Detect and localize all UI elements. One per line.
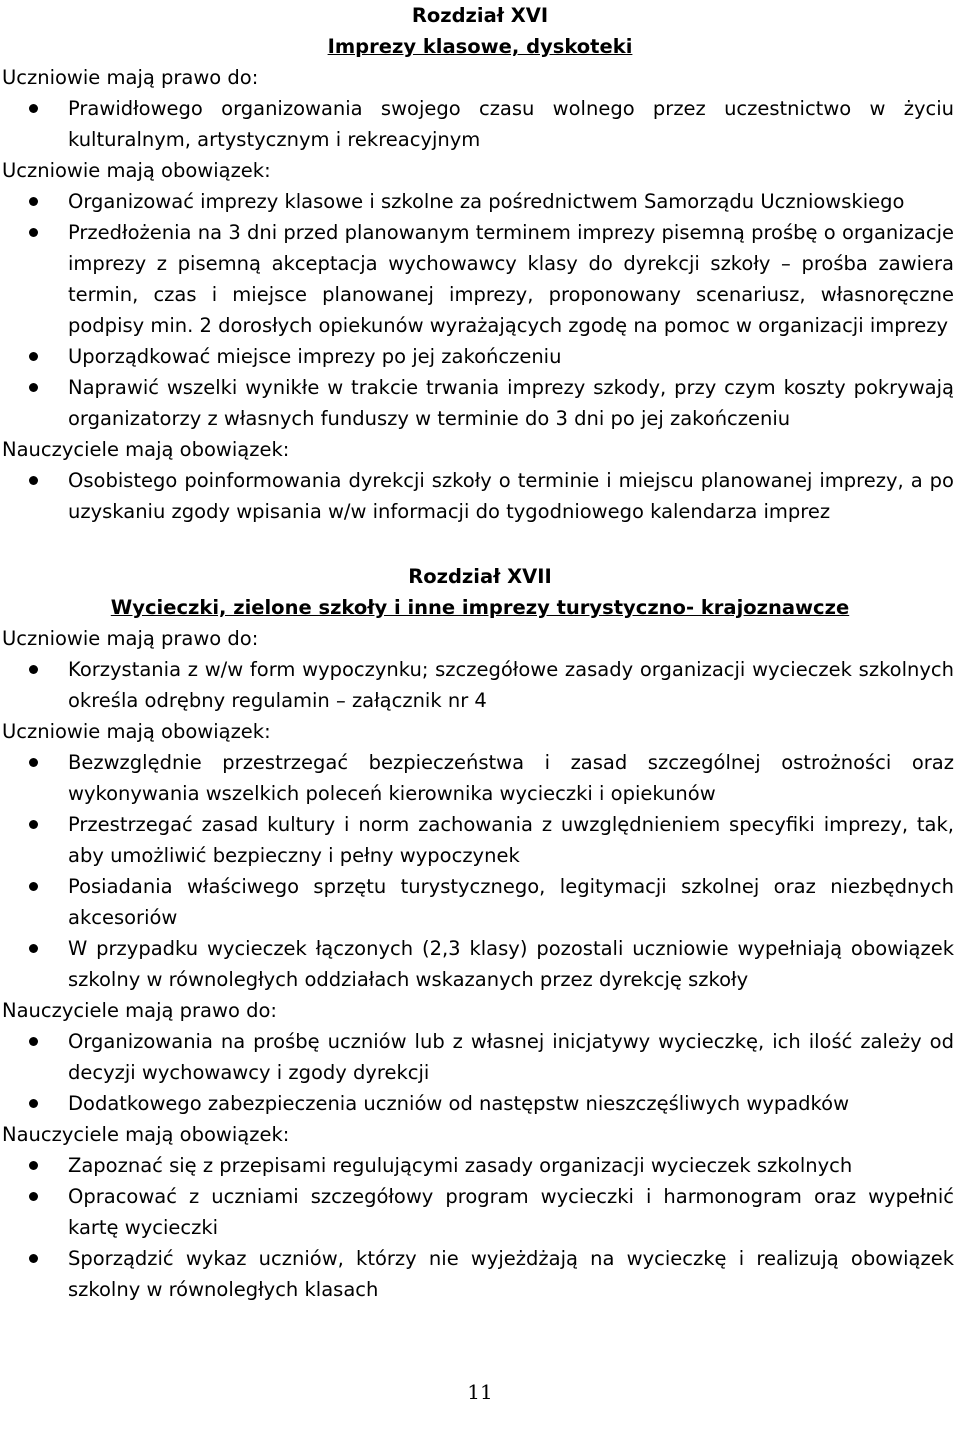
role-heading: Nauczyciele mają obowiązek:	[2, 438, 290, 461]
list-item	[0, 1088, 960, 1119]
bullet-icon	[29, 665, 38, 674]
chapter-title: Wycieczki, zielone szkoły i inne imprezy turystyczno- krajoznawcze	[110, 596, 850, 619]
chapter-section	[0, 0, 960, 527]
bullet-icon	[29, 758, 38, 767]
list-item	[0, 93, 960, 155]
list-item	[0, 1181, 960, 1243]
list-item-text: Sporządzić wykaz uczniów, którzy nie wyjeżdżają na wycieczkę i realizują obowiązek szkolny w równoległych klasach	[68, 1247, 954, 1301]
chapter-section	[0, 527, 960, 1305]
bullet-icon	[29, 1099, 38, 1108]
bullet-icon	[29, 352, 38, 361]
list-item	[0, 1026, 960, 1088]
list-item-text: W przypadku wycieczek łączonych (2,3 klasy) pozostali uczniowie wypełniają obowiązek szkolny w równoległych oddziałach wskazanych przez dyrekcję szkoły	[68, 937, 954, 991]
list-item-text: Organizowania na prośbę uczniów lub z własnej inicjatywy wycieczkę, ich ilość zależy od decyzji wychowawcy i zgody dyrekcji	[68, 1030, 954, 1084]
list-item	[0, 1150, 960, 1181]
chapter-label: Rozdział XVII	[408, 565, 552, 588]
bullet-icon	[29, 820, 38, 829]
bullet-icon	[29, 1192, 38, 1201]
list-item-text: Uporządkować miejsce imprezy po jej zakończeniu	[68, 345, 562, 368]
bullet-list	[0, 1150, 960, 1305]
bullet-list	[0, 93, 960, 155]
list-item-text: Organizować imprezy klasowe i szkolne za pośrednictwem Samorządu Uczniowskiego	[68, 190, 905, 213]
bullet-icon	[29, 228, 38, 237]
bullet-list	[0, 1026, 960, 1119]
list-item-text: Naprawić wszelki wynikłe w trakcie trwania imprezy szkody, przy czym koszty pokrywają organizatorzy z własnych funduszy w terminie do 3 dni po jej zakończeniu	[68, 376, 954, 430]
list-item	[0, 809, 960, 871]
list-item	[0, 217, 960, 341]
bullet-icon	[29, 197, 38, 206]
list-item	[0, 871, 960, 933]
list-item-text: Przedłożenia na 3 dni przed planowanym terminem imprezy pisemną prośbę o organizacje imprezy z pisemną akceptacja wychowawcy klasy do dyrekcji szkoły – prośba zawiera termin, czas i miejsce planowanej imprezy, proponowany scenariusz, własnoręczne podpisy min. 2 dorosłych opiekunów wyrażających zgodę na pomoc w organizacji imprezy	[68, 221, 954, 337]
list-item-text: Opracować z uczniami szczegółowy program wycieczki i harmonogram oraz wypełnić kartę wycieczki	[68, 1185, 954, 1239]
bullet-icon	[29, 1254, 38, 1263]
bullet-icon	[29, 1037, 38, 1046]
role-heading: Nauczyciele mają prawo do:	[2, 999, 277, 1022]
list-item	[0, 372, 960, 434]
list-item	[0, 933, 960, 995]
bullet-list	[0, 654, 960, 716]
list-item	[0, 341, 960, 372]
bullet-list	[0, 186, 960, 434]
bullet-icon	[29, 882, 38, 891]
bullet-icon	[29, 476, 38, 485]
list-item-text: Dodatkowego zabezpieczenia uczniów od następstw nieszczęśliwych wypadków	[68, 1092, 850, 1115]
page-number: 11	[467, 1380, 493, 1404]
list-item-text: Bezwzględnie przestrzegać bezpieczeństwa i zasad szczególnej ostrożności oraz wykonywania wszelkich poleceń kierownika wycieczki i opiekunów	[68, 751, 954, 805]
list-item	[0, 465, 960, 527]
role-heading: Uczniowie mają prawo do:	[2, 627, 259, 650]
role-heading: Uczniowie mają obowiązek:	[2, 720, 271, 743]
list-item	[0, 654, 960, 716]
bullet-list	[0, 747, 960, 995]
bullet-list	[0, 465, 960, 527]
chapter-title: Imprezy klasowe, dyskoteki	[327, 35, 633, 58]
chapter-label: Rozdział XVI	[411, 4, 549, 27]
bullet-icon	[29, 383, 38, 392]
list-item	[0, 747, 960, 809]
list-item	[0, 1243, 960, 1305]
list-item-text: Osobistego poinformowania dyrekcji szkoły o terminie i miejscu planowanej imprezy, a po uzyskaniu zgody wpisania w/w informacji do tygodniowego kalendarza imprez	[68, 469, 954, 523]
role-heading: Nauczyciele mają obowiązek:	[2, 1123, 290, 1146]
section-spacer	[0, 527, 960, 561]
list-item-text: Korzystania z w/w form wypoczynku; szczegółowe zasady organizacji wycieczek szkolnych określa odrębny regulamin – załącznik nr 4	[68, 658, 954, 712]
list-item-text: Przestrzegać zasad kultury i norm zachowania z uwzględnieniem specyfiki imprezy, tak, aby umożliwić bezpieczny i pełny wypoczynek	[68, 813, 954, 867]
role-heading: Uczniowie mają prawo do:	[2, 66, 259, 89]
bullet-icon	[29, 1161, 38, 1170]
list-item-text: Prawidłowego organizowania swojego czasu wolnego przez uczestnictwo w życiu kulturalnym, artystycznym i rekreacyjnym	[68, 97, 954, 151]
bullet-icon	[29, 944, 38, 953]
list-item	[0, 186, 960, 217]
role-heading: Uczniowie mają obowiązek:	[2, 159, 271, 182]
list-item-text: Zapoznać się z przepisami regulującymi zasady organizacji wycieczek szkolnych	[68, 1154, 853, 1177]
bullet-icon	[29, 104, 38, 113]
list-item-text: Posiadania właściwego sprzętu turystycznego, legitymacji szkolnej oraz niezbędnych akcesoriów	[68, 875, 954, 929]
